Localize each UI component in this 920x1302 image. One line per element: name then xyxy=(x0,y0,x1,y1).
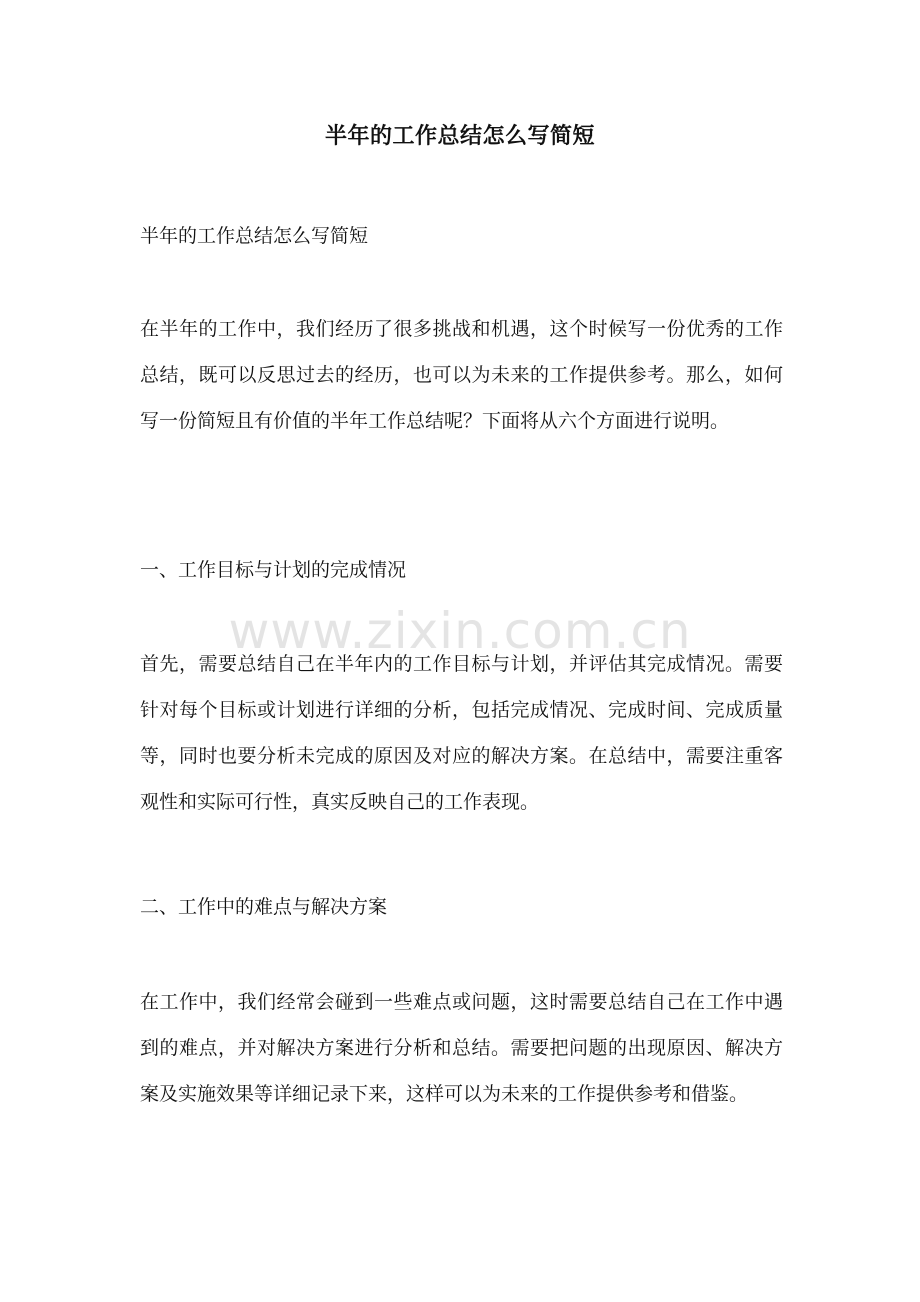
section-heading-1 xyxy=(140,547,783,593)
section-heading-2 xyxy=(140,884,783,930)
section-paragraph-2 xyxy=(140,979,783,1117)
section-1-body-text: 首先，需要总结自己在半年内的工作目标与计划，并评估其完成情况。需要针对每个目标或计划进行详细的分析，包括完成情况、完成时间、完成质量等，同时也要分析未完成的原因及对应的解决方案。在总结中，需要注重客观性和实际可行性，真实反映自己的工作表现。 xyxy=(140,653,783,813)
section-paragraph-1 xyxy=(140,641,783,825)
document-subtitle xyxy=(140,213,783,259)
document-title: 半年的工作总结怎么写简短 xyxy=(324,123,595,149)
intro-paragraph xyxy=(140,306,783,444)
watermark-text: www.zixin.com.cn xyxy=(228,602,692,660)
section-2-body-text: 在工作中，我们经常会碰到一些难点或问题，这时需要总结自己在工作中遇到的难点，并对解决方案进行分析和总结。需要把问题的出现原因、解决方案及实施效果等详细记录下来，这样可以为未来的工作提供参考和借鉴。 xyxy=(140,991,783,1105)
section-1-heading-text: 一、工作目标与计划的完成情况 xyxy=(140,559,407,581)
section-2-heading-text: 二、工作中的难点与解决方案 xyxy=(140,896,388,918)
intro-text: 在半年的工作中，我们经历了很多挑战和机遇，这个时候写一份优秀的工作总结，既可以反思过去的经历，也可以为未来的工作提供参考。那么，如何写一份简短且有价值的半年工作总结呢？下面将从六个方面进行说明。 xyxy=(140,318,783,432)
subtitle-text: 半年的工作总结怎么写简短 xyxy=(140,225,369,247)
